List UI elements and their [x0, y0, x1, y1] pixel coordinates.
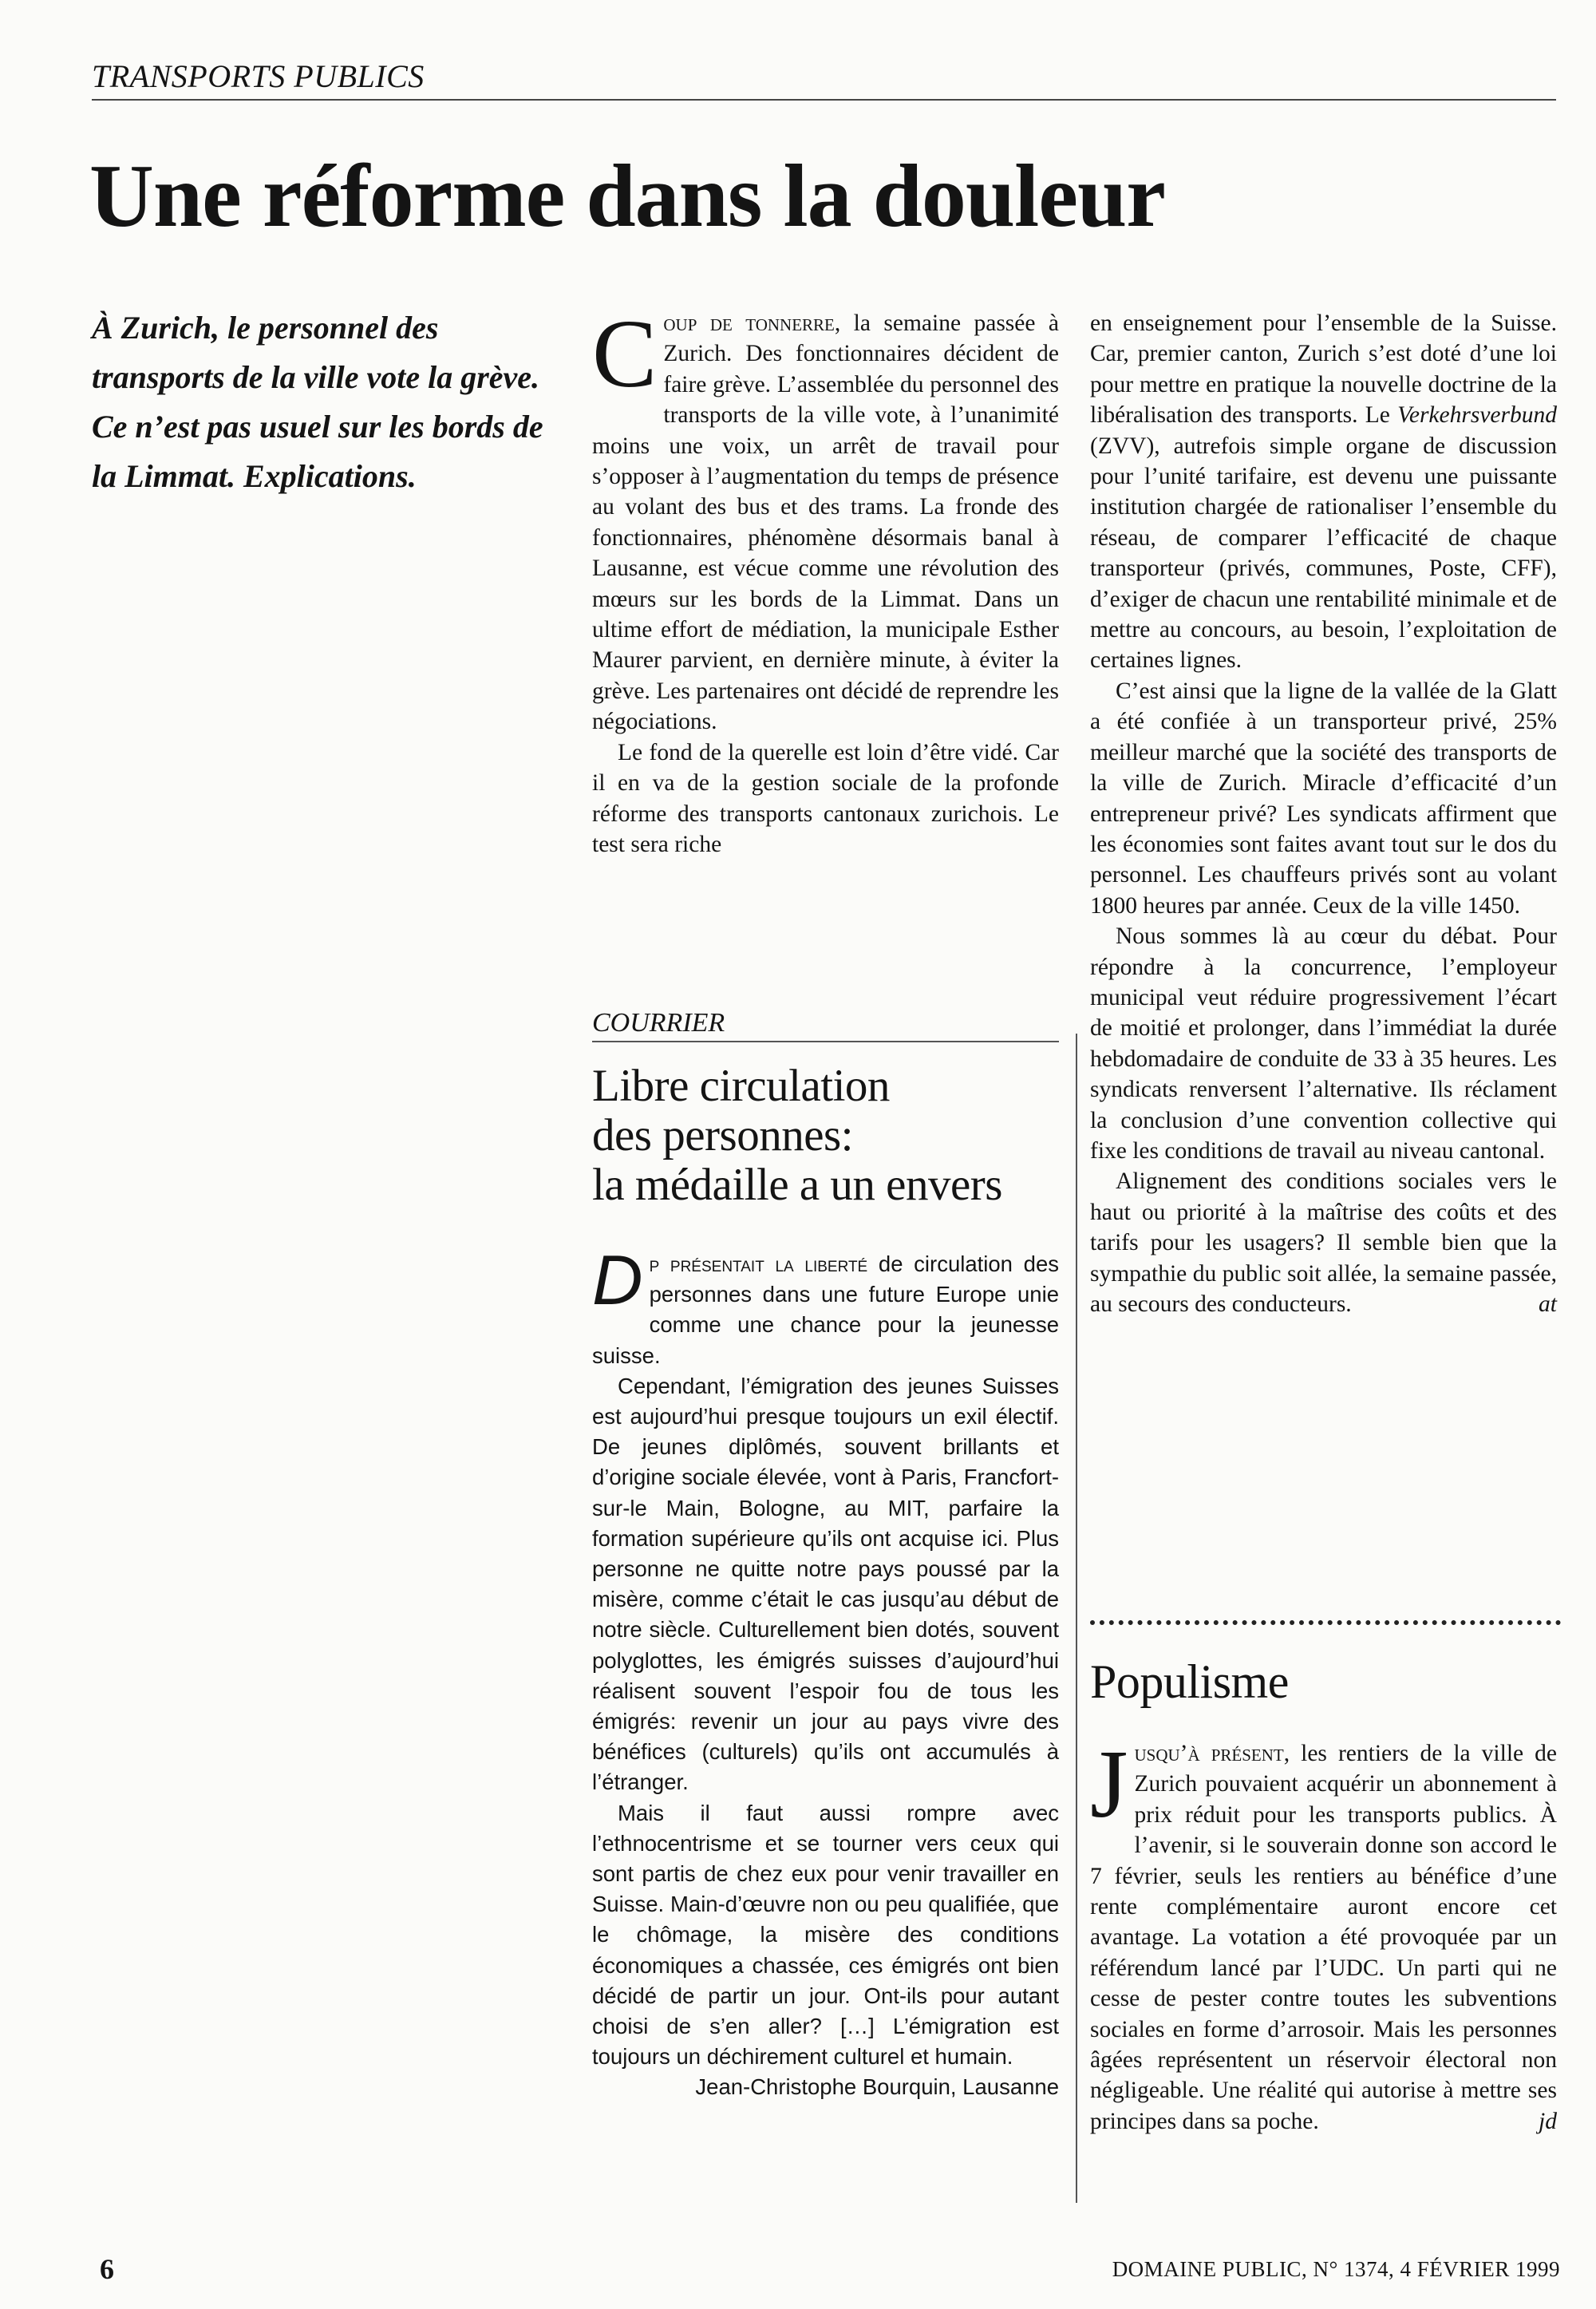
populisme-text: les rentiers de la ville de Zurich pouvaient acquérir un abonnement à prix réduit pour les transports publics. À l’avenir, si le souverain donne son accord le 7 février, seuls les rentiers au bénéfice d’une rente complémentaire auront encore cet avantage. La votation a été provoquée par un référendum lancé par l’UDC. Un parti qui ne cesse de pester contre toutes les subventions sociales en forme d’arrosoir. Mais les personnes âgées représentent un réservoir électoral non négligeable. Une réalité qui autorise à mettre ses principes dans sa poche.: [1090, 1741, 1557, 2134]
courrier-title-line-1: Libre circulation: [592, 1061, 890, 1111]
courrier-paragraph-2: Cependant, l’émigration des jeunes Suisses est aujourd’hui presque toujours un exil électif. De jeunes diplômés, souvent brillants et d’origine sociale élevée, vont à Paris, Francfort-sur-le Main, Bologne, au MIT, parfaire la formation supérieure qu’ils ont acquise ici. Plus personne ne quitte notre pays poussé par la misère, comme c’était le cas jusqu’au début de notre siècle. Culturellement bien dotés, souvent polyglottes, les émigrés suisses d’aujourd’hui réalisent souvent l’espoir fou de tous les émigrés: revenir un jour au pays vivre des bénéfices (culturels) qu’ils ont accumulés à l’étranger.: [592, 1373, 1059, 1795]
article-paragraph-4: C’est ainsi que la ligne de la vallée de la Glatt a été confiée à un transporteur privé, 25% meilleur marché que la société des transports de la ville de Zurich. Miracle d’efficacité d’un entrepreneur privé? Les syndicats affirment que les économies sont faites avant tout sur le dos du personnel. Les chauffeurs privés sont au volant 1800 heures par année. Ceux de la ville 1450.: [1090, 678, 1557, 919]
courrier-title-line-3: la médaille a un envers: [592, 1160, 1002, 1210]
article-paragraph-1: [592, 300, 1059, 737]
dotted-separator: [1090, 1620, 1561, 1631]
courrier-paragraph-1: [592, 1240, 1059, 1371]
article-p3-italic: Verkehrsverbund: [1397, 402, 1557, 429]
populisme-signature: jd: [1539, 2108, 1557, 2134]
courrier-dropcap: D: [592, 1240, 643, 1319]
page-number: 6: [100, 2253, 114, 2285]
article-paragraph-2: Le fond de la querelle est loin d’être vidé. Car il en va de la gestion sociale de la profonde réforme des transports cantonaux zurichois. Le test sera riche: [592, 739, 1059, 857]
courrier-paragraph-3: Mais il faut aussi rompre avec l’ethnocentrisme et se tourner vers ceux qui sont partis de chez eux pour venir travailler en Suisse. Main-d’œuvre non ou peu qualifiée, que le chômage, la misère des conditions économiques a chassée, ces émigrés ont bien décidé de partir un jour. Ont-ils pour autant choisi de s’en aller? […] L’émigration est toujours un déchirement culturel et humain.: [592, 1800, 1059, 2070]
article-paragraph-6: [1090, 1166, 1557, 1319]
courrier-p1-text: de circulation des personnes dans une future Europe unie comme une chance pour la jeunesse suisse.: [592, 1251, 1059, 1368]
publication-info: DOMAINE PUBLIC, N° 1374, 4 FÉVRIER 1999: [1112, 2257, 1560, 2281]
section-heading: TRANSPORTS PUBLICS: [92, 57, 1556, 101]
courrier-signature: Jean-Christophe Bourquin, Lausanne: [695, 2074, 1059, 2100]
populisme-dropcap: J: [1090, 1730, 1128, 1838]
populisme-title: Populisme: [1090, 1655, 1289, 1708]
populisme-smallcaps: usqu’à présent,: [1134, 1741, 1290, 1766]
courrier-title: [592, 1062, 1071, 1210]
article-column-2: [1090, 308, 1557, 1319]
article-p3-text-a: en enseignement pour l’ensemble de la Suisse. Car, premier canton, Zurich s’est doté d’une loi pour mettre en pratique la nouvelle doctrine de la libéralisation des transports. Le: [1090, 310, 1557, 429]
populisme-paragraph: [1090, 1730, 1557, 2137]
article-p3-text-b: (ZVV), autrefois simple organe de discussion pour l’unité tarifaire, est devenu une puissante institution chargée de rationaliser l’ensemble du réseau, de comparer l’efficacité de chaque transporteur (privés, communes, Poste, CFF), d’exiger de chacun une rentabilité minimale et de mettre au concours, au besoin, l’exploitation de certaines lignes.: [1090, 433, 1557, 674]
article-paragraph-3: [1090, 308, 1557, 676]
article-paragraph-5: Nous sommes là au cœur du débat. Pour répondre à la concurrence, l’employeur municipal veut réduire progressivement l’écart de moitié et prolonger, dans l’immédiat la durée hebdomadaire de conduite de 33 à 35 heures. Les syndicats renversent l’alternative. Ils réclament la conclusion d’une convention collective qui fixe les conditions de travail au niveau cantonal.: [1090, 923, 1557, 1164]
article-dropcap: C: [592, 300, 658, 408]
article-p6-text: Alignement des conditions sociales vers le haut ou priorité à la maîtrise des coûts et des tarifs pour les usagers? Il semble bien que la sympathie du public soit allée, la semaine passée, au secours des conducteurs.: [1090, 1168, 1557, 1317]
courrier-title-line-2: des personnes:: [592, 1110, 854, 1160]
courrier-smallcaps: p présentait la liberté: [649, 1251, 868, 1276]
article-signature: at: [1539, 1291, 1557, 1317]
article-smallcaps: oup de tonnerre,: [663, 310, 841, 336]
courrier-body: [592, 1240, 1059, 2103]
article-column-1: [592, 300, 1059, 860]
article-title: Une réforme dans la douleur: [89, 147, 1166, 246]
courrier-heading: COURRIER: [592, 1006, 1059, 1042]
article-p1-text: la semaine passée à Zurich. Des fonctionnaires décident de faire grève. L’assemblée du personnel des transports de la ville vote, à l’unanimité moins une voix, un arrêt de travail pour s’opposer à l’augmentation du temps de présence au volant des bus et des trams. La fronde des fonctionnaires, phénomène désormais banal à Lausanne, est vécue comme une révolution des mœurs sur les bords de la Limmat. Dans un ultime effort de médiation, la municipale Esther Maurer parvient, en dernière minute, à éviter la grève. Les partenaires ont décidé de reprendre les négociations.: [592, 310, 1059, 735]
populisme-body: [1090, 1730, 1557, 2137]
column-divider: [1076, 1034, 1077, 2203]
article-lead: À Zurich, le personnel des transports de la ville vote la grève. Ce n’est pas usuel sur les bords de la Limmat. Explications.: [92, 310, 543, 494]
